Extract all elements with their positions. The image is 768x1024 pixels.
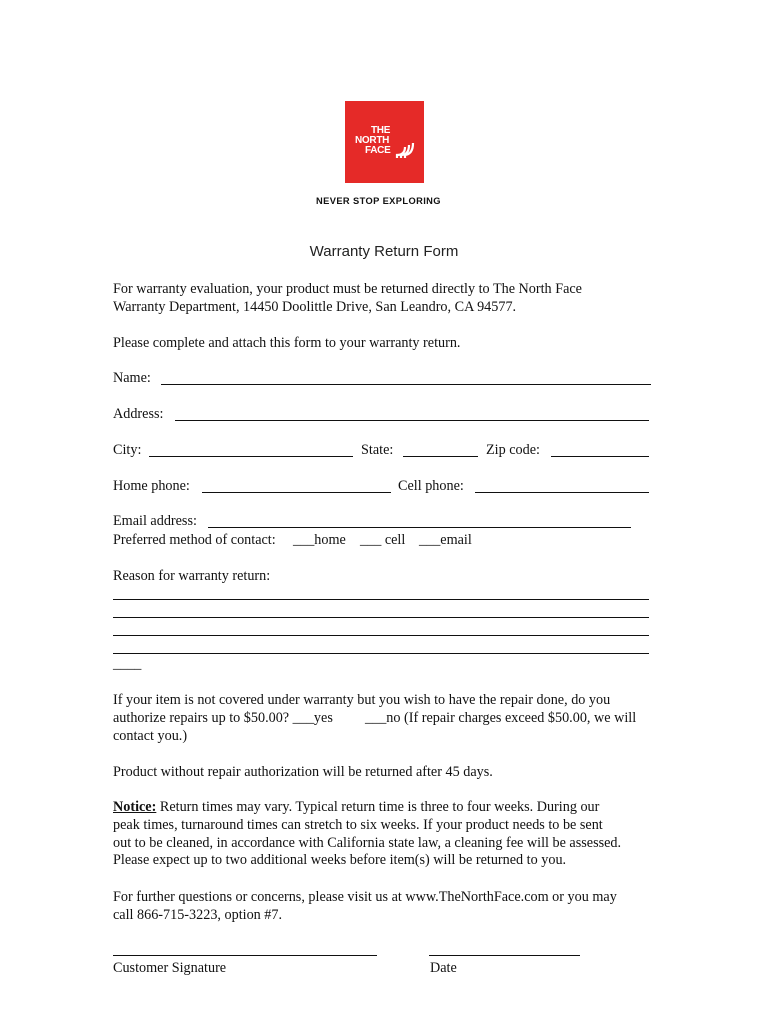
notice-text-1: Return times may vary. Typical return time is three to four weeks. During our (156, 799, 600, 815)
contact-line-2: call 866-715-3223, option #7. (113, 907, 283, 923)
customer-signature-label: Customer Signature (113, 960, 227, 976)
reason-line-tail[interactable]: ____ (113, 656, 142, 672)
tagline: NEVER STOP EXPLORING (316, 196, 441, 206)
name-field[interactable] (161, 384, 651, 385)
logo-wordmark (353, 126, 390, 156)
repair-line-1: If your item is not covered under warranty but you wish to have the repair done, do you (113, 692, 611, 708)
logo-line-face: FACE (365, 145, 391, 156)
zip-label: Zip code: (486, 442, 540, 458)
email-field[interactable] (208, 527, 631, 528)
date-field[interactable] (429, 955, 580, 956)
pref-cell-option[interactable]: ___ cell (360, 532, 406, 548)
form-title: Warranty Return Form (309, 243, 459, 260)
pref-email-option[interactable]: ___email (419, 532, 472, 548)
repair-yes-option[interactable]: authorize repairs up to $50.00? ___yes (113, 710, 333, 726)
return-note: Product without repair authorization will be returned after 45 days. (113, 764, 493, 780)
north-face-logo (345, 101, 424, 183)
reason-line-4[interactable] (113, 653, 649, 654)
zip-field[interactable] (551, 456, 649, 457)
cell-phone-label: Cell phone: (398, 478, 464, 494)
customer-signature-field[interactable] (113, 955, 377, 956)
logo-line-north: NORTH (355, 135, 390, 146)
cell-phone-field[interactable] (475, 492, 649, 493)
notice-line-1 (113, 799, 599, 816)
notice-line-3: out to be cleaned, in accordance with California state law, a cleaning fee will be assessed. (113, 835, 622, 851)
home-phone-label: Home phone: (113, 478, 190, 494)
city-label: City: (113, 442, 142, 458)
reason-line-1[interactable] (113, 599, 649, 600)
email-label: Email address: (113, 513, 197, 529)
state-field[interactable] (403, 456, 478, 457)
address-label: Address: (113, 406, 164, 422)
address-field[interactable] (175, 420, 649, 421)
logo-line-the: THE (371, 125, 391, 136)
name-label: Name: (113, 370, 151, 386)
reason-line-2[interactable] (113, 617, 649, 618)
intro-line-2: Warranty Department, 14450 Doolittle Drive, San Leandro, CA 94577. (113, 299, 517, 315)
reason-line-3[interactable] (113, 635, 649, 636)
notice-line-2: peak times, turnaround times can stretch to six weeks. If your product needs to be sent (113, 817, 603, 833)
notice-line-4: Please expect up to two additional weeks before item(s) will be returned to you. (113, 852, 567, 868)
intro-line-1: For warranty evaluation, your product must be returned directly to The North Face (113, 281, 582, 297)
notice-label: Notice: (113, 799, 157, 815)
reason-label: Reason for warranty return: (113, 568, 271, 584)
instruction-text: Please complete and attach this form to your warranty return. (113, 335, 461, 351)
home-phone-field[interactable] (202, 492, 391, 493)
pref-home-option[interactable]: ___home (293, 532, 346, 548)
repair-line-3: contact you.) (113, 728, 188, 744)
preferred-contact-label: Preferred method of contact: (113, 532, 276, 548)
date-label: Date (430, 960, 457, 976)
contact-line-1: For further questions or concerns, please visit us at www.TheNorthFace.com or you may (113, 889, 617, 905)
city-field[interactable] (149, 456, 353, 457)
state-label: State: (361, 442, 394, 458)
north-face-half-dome-icon (395, 135, 417, 159)
repair-no-option[interactable]: ___no (If repair charges exceed $50.00, we will (365, 710, 637, 726)
